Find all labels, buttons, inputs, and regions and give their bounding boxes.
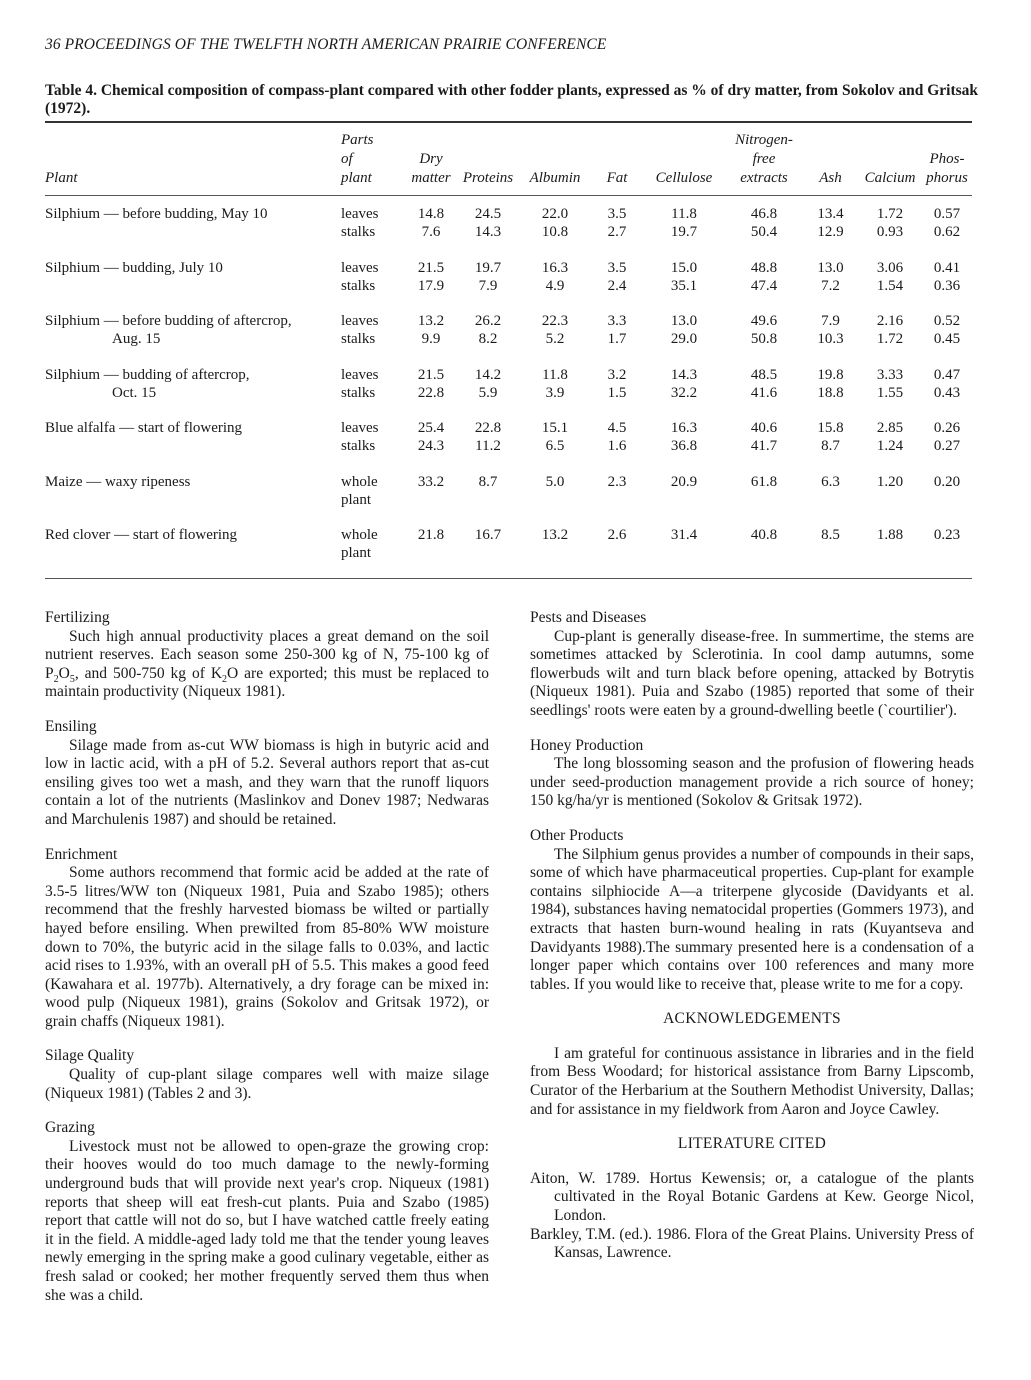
row-spacer — [45, 402, 972, 420]
cell-nfe: 40.8 — [750, 527, 778, 543]
cell-part: leaves — [341, 420, 379, 436]
cell-dry: 21.5 — [417, 366, 445, 383]
cell-fat: 2.3 — [607, 473, 627, 490]
cell-albumin: 6.5 — [545, 438, 565, 454]
cell-cellulose: 19.7 — [670, 224, 698, 240]
cell-albumin: 15.1 — [541, 420, 569, 436]
cell-albumin: 4.9 — [545, 277, 565, 294]
heading-literature-cited: LITERATURE CITED — [677, 1135, 827, 1153]
cell-ash: 7.9 — [821, 313, 840, 329]
cell-nfe: 47.4 — [750, 277, 778, 294]
cell-phosphorus: 0.27 — [933, 438, 961, 454]
row-spacer — [45, 509, 972, 527]
cell-albumin: 10.8 — [541, 224, 569, 240]
row-spacer — [45, 241, 972, 259]
header-ash: Ash — [819, 170, 842, 186]
cell-nfe: 41.7 — [750, 438, 778, 454]
paragraph-fertilizing: Such high annual productivity places a great demand on the soil nutrient reserves. Each season some 250-300 kg of N, 75-100 kg of $P_2O_5$, and 500-750 kg of $K_2O$ are exported; this must be replaced to maintain productivity (Niqueux 1981). — [45, 627, 489, 701]
cell-part: whole plant — [341, 527, 378, 561]
section-heading-pests: Pests and Diseases — [530, 609, 647, 626]
cell-phosphorus: 0.62 — [933, 224, 961, 240]
cell-calcium: 1.54 — [876, 277, 904, 294]
header-phosphorus: Phos- phorus — [926, 151, 968, 186]
cell-part: leaves — [341, 313, 379, 329]
table-row — [45, 277, 972, 295]
table-row — [45, 384, 972, 402]
cell-ash: 12.9 — [817, 224, 844, 240]
cell-dry: 25.4 — [417, 420, 445, 436]
cell-nfe: 40.6 — [750, 420, 778, 436]
cell-plant: Silphium — budding of aftercrop, — [45, 366, 250, 383]
cell-proteins: 19.7 — [474, 259, 502, 276]
cell-proteins: 22.8 — [474, 420, 502, 436]
cell-calcium: 1.88 — [876, 527, 904, 543]
header-albumin: Albumin — [529, 170, 581, 186]
header-fat: Fat — [606, 170, 628, 186]
cell-proteins: 24.5 — [474, 206, 502, 222]
running-head: 36 PROCEEDINGS OF THE TWELFTH NORTH AMERICAN PRAIRIE CONFERENCE — [45, 36, 607, 53]
cell-dry: 17.9 — [417, 277, 445, 294]
cell-part: stalks — [341, 224, 376, 240]
cell-dry: 22.8 — [417, 384, 445, 401]
cell-nfe: 48.8 — [750, 259, 778, 276]
cell-calcium: 2.85 — [876, 420, 904, 436]
cell-cellulose: 29.0 — [670, 331, 698, 347]
table-row — [45, 419, 972, 437]
cell-nfe: 49.6 — [750, 313, 778, 329]
table-row — [45, 330, 972, 348]
cell-ash: 13.0 — [817, 259, 844, 276]
cell-fat: 3.5 — [607, 206, 627, 222]
cell-cellulose: 13.0 — [670, 313, 698, 329]
cell-phosphorus: 0.45 — [933, 331, 961, 347]
cell-phosphorus: 0.47 — [933, 366, 961, 383]
paragraph-honey: The long blossoming season and the profusion of flowering heads under seed-production management provide a rich source of honey; 150 kg/ha/yr is mentioned (Sokolov & Gritsak 1972). — [530, 755, 974, 810]
cell-calcium: 3.06 — [876, 259, 904, 276]
cell-fat: 1.6 — [607, 438, 627, 454]
table-top-rule — [45, 121, 972, 123]
table-bottom-rule — [45, 578, 972, 579]
cell-ash: 7.2 — [821, 277, 840, 294]
section-heading-fertilizing: Fertilizing — [45, 609, 110, 626]
cell-phosphorus: 0.52 — [933, 313, 961, 329]
cell-fat: 1.7 — [607, 331, 627, 347]
composition-table — [45, 131, 972, 562]
cell-fat: 3.3 — [607, 313, 627, 329]
table-caption: Table 4. Chemical composition of compass-plant compared with other fodder plants, expressed as % of dry matter, from Sokolov and Gritsak (1972). — [45, 82, 979, 117]
cell-plant: Maize — waxy ripeness — [45, 473, 191, 490]
header-plant: Plant — [45, 170, 78, 186]
cell-proteins: 11.2 — [475, 438, 501, 454]
section-heading-ensiling: Ensiling — [45, 717, 97, 735]
header-cellulose: Cellulose — [655, 170, 713, 186]
table-row — [45, 366, 972, 384]
cell-calcium: 3.33 — [876, 366, 904, 383]
table-header-row — [45, 131, 972, 194]
cell-dry: 33.2 — [417, 473, 445, 490]
header-nitrogen-free-extracts: Nitrogen- free extracts — [735, 132, 793, 186]
cell-plant: Aug. 15 — [112, 331, 161, 347]
cell-part: stalks — [341, 331, 376, 347]
cell-cellulose: 20.9 — [670, 473, 698, 490]
cell-fat: 3.5 — [607, 259, 627, 276]
paragraph-silage-quality: Quality of cup-plant silage compares well with maize silage (Niqueux 1981) (Tables 2 and 3). — [45, 1066, 489, 1102]
cell-ash: 10.3 — [817, 331, 844, 347]
paragraph-ensiling: Silage made from as-cut WW biomass is high in butyric acid and low in lactic acid, with a pH of 5.2. Several authors report that as-cut ensiling gives too wet a mash, and they warn that the runoff liquors contain a lot of the nutrients (Maslinkov and Donev 1987; Nedwaras and Marchulenis 1987) and should be retained. — [45, 736, 489, 828]
cell-proteins: 16.7 — [474, 527, 502, 543]
cell-plant — [45, 223, 341, 241]
cell-calcium: 1.24 — [876, 438, 904, 454]
cell-calcium: 1.72 — [876, 206, 904, 222]
cell-ash: 6.3 — [821, 473, 840, 490]
cell-dry: 24.3 — [417, 438, 445, 454]
cell-cellulose: 36.8 — [670, 438, 698, 454]
cell-fat: 1.5 — [607, 384, 627, 401]
section-heading-enrichment: Enrichment — [45, 845, 118, 863]
cell-proteins: 26.2 — [474, 313, 502, 329]
paragraph-enrichment: Some authors recommend that formic acid be added at the rate of 3.5-5 litres/WW ton (Niqueux 1981, Puia and Szabo 1985); others recommend that the freshly harvested biomass be wilted or partially hayed before ensiling. When prewilted from 85-80% WW moisture down to 70%, the butyric acid in the silage falls to 0.03%, and lactic acid rises to 1.93%, with an overall pH of 5.5. This makes a good feed (Kawahara et al. 1977b). Alternatively, a dry forage can be mixed in: wood pulp (Niqueux 1981), grains (Sokolov and Gritsak 1972), or grain chaffs (Niqueux 1981). — [45, 864, 489, 1030]
section-heading-grazing: Grazing — [45, 1119, 95, 1137]
left-column — [45, 609, 489, 1305]
cell-proteins: 14.3 — [474, 224, 502, 240]
table-row — [45, 437, 972, 455]
cell-phosphorus: 0.23 — [933, 527, 961, 543]
cell-ash: 18.8 — [817, 384, 844, 401]
table-row — [45, 259, 972, 277]
paragraph-grazing: Livestock must not be allowed to open-graze the growing crop: their hooves would do too much damage to the newly-forming underground buds that will provide next year's crop. Niqueux (1981) reports that sheep will eat fresh-cut plants. Puia and Szabo (1985) report that cattle will not do so, but I have watched cattle freely eating it in the field. A middle-aged lady told me that the tender young leaves newly emerging in the spring make a good culinary vegetable, either as fresh salad or cooked; her mother frequently served them thus when she was a child. — [45, 1137, 489, 1304]
paragraph-other-products: The Silphium genus provides a number of compounds in their saps, some of which have pharmaceutical properties. Cup-plant for example contains silphiocide A—a triterpene glycoside (Davidyants et al. 1984), substances having nematocidal properties (Gommers 1973), and extracts that hasten burn-wound healing in rats (Kuyantseva and Davidyants 1988).The summary presented here is a condensation of a longer paper which contains over 100 references and many more tables. If you would like to receive that, please write to me for a copy. — [530, 845, 974, 993]
cell-proteins: 14.2 — [474, 366, 502, 383]
row-spacer — [45, 348, 972, 366]
cell-phosphorus: 0.20 — [933, 473, 961, 490]
row-spacer — [45, 295, 972, 313]
cell-albumin: 3.9 — [545, 384, 565, 401]
cell-fat: 4.5 — [607, 420, 627, 436]
cell-proteins: 5.9 — [478, 384, 498, 401]
header-dry-matter: Dry matter — [411, 151, 451, 186]
cell-calcium: 1.72 — [876, 331, 904, 347]
cell-calcium: 0.93 — [876, 224, 904, 240]
cell-dry: 13.2 — [417, 313, 445, 329]
cell-plant: Blue alfalfa — start of flowering — [45, 420, 243, 436]
cell-part: stalks — [341, 438, 376, 454]
cell-part: stalks — [341, 384, 376, 401]
cell-calcium: 1.20 — [876, 473, 904, 490]
table-row — [45, 526, 972, 562]
cell-nfe: 50.4 — [750, 224, 778, 240]
header-calcium: Calcium — [864, 170, 916, 186]
cell-albumin: 13.2 — [541, 527, 569, 543]
cell-phosphorus: 0.36 — [933, 277, 961, 294]
cell-plant — [45, 437, 341, 455]
cell-fat: 3.2 — [607, 366, 627, 383]
reference-entry: Aiton, W. 1789. Hortus Kewensis; or, a catalogue of the plants cultivated in the Royal Botanic Gardens at Kew. George Nicol, London. — [530, 1169, 974, 1225]
cell-albumin: 11.8 — [542, 366, 568, 383]
section-heading-honey: Honey Production — [530, 736, 644, 754]
cell-proteins: 8.7 — [478, 473, 498, 490]
cell-ash: 8.5 — [821, 527, 840, 543]
cell-nfe: 61.8 — [750, 473, 778, 490]
cell-cellulose: 35.1 — [670, 277, 698, 294]
cell-nfe: 50.8 — [750, 331, 778, 347]
cell-ash: 13.4 — [817, 206, 844, 222]
cell-cellulose: 32.2 — [670, 384, 698, 401]
cell-cellulose: 14.3 — [670, 366, 698, 383]
cell-part: leaves — [341, 259, 379, 276]
section-heading-other-products: Other Products — [530, 826, 624, 844]
cell-albumin: 5.2 — [545, 331, 565, 347]
cell-phosphorus: 0.26 — [933, 420, 961, 436]
cell-dry: 7.6 — [421, 224, 441, 240]
cell-plant: Oct. 15 — [112, 384, 157, 401]
section-heading-silage-quality: Silage Quality — [45, 1047, 135, 1065]
table-row — [45, 194, 972, 223]
cell-albumin: 16.3 — [541, 259, 569, 276]
cell-part: leaves — [341, 206, 379, 222]
paragraph-pests: Cup-plant is generally disease-free. In summertime, the stems are sometimes attacked by Sclerotinia. In cool damp autumns, some flowerbuds wilt and turn black before opening, attacked by Botrytis (Niqueux 1981). Puia and Szabo (1985) reported that some of their seedlings' roots were eaten by a ground-dwelling beetle (`courtilier'). — [530, 627, 974, 719]
table-row — [45, 223, 972, 241]
paragraph-acknowledgements: I am grateful for continuous assistance in libraries and in the field from Bess Woodard; for historical assistance from Barny Lipscomb, Curator of the Herbarium at the Southern Methodist University, Dallas; and for assistance in my fieldwork from Aaron and Joyce Cawley. — [530, 1044, 974, 1118]
cell-dry: 21.8 — [417, 527, 445, 543]
cell-cellulose: 31.4 — [670, 527, 698, 543]
table-row — [45, 312, 972, 330]
cell-cellulose: 15.0 — [670, 259, 698, 276]
cell-calcium: 2.16 — [876, 313, 904, 329]
cell-proteins: 7.9 — [478, 277, 498, 294]
cell-part: stalks — [341, 277, 376, 294]
cell-proteins: 8.2 — [478, 331, 498, 347]
header-parts: Parts of plant — [341, 132, 374, 186]
cell-albumin: 22.0 — [541, 206, 569, 222]
cell-part: whole plant — [341, 473, 378, 508]
cell-fat: 2.4 — [607, 277, 627, 294]
cell-nfe: 48.5 — [750, 366, 778, 383]
cell-nfe: 41.6 — [750, 384, 778, 401]
cell-plant: Silphium — before budding, May 10 — [45, 206, 268, 222]
cell-part: leaves — [341, 366, 379, 383]
cell-phosphorus: 0.43 — [933, 384, 961, 401]
cell-calcium: 1.55 — [876, 384, 904, 401]
cell-fat: 2.7 — [607, 224, 627, 240]
cell-plant: Red clover — start of flowering — [45, 527, 238, 543]
cell-plant: Silphium — before budding of aftercrop, — [45, 313, 292, 329]
cell-ash: 19.8 — [817, 366, 844, 383]
header-proteins: Proteins — [462, 170, 514, 186]
cell-dry: 14.8 — [417, 206, 445, 222]
cell-plant: Silphium — budding, July 10 — [45, 259, 223, 276]
cell-ash: 15.8 — [817, 420, 844, 436]
cell-phosphorus: 0.41 — [933, 259, 961, 276]
row-spacer — [45, 455, 972, 473]
heading-acknowledgements: ACKNOWLEDGEMENTS — [663, 1010, 841, 1028]
cell-cellulose: 16.3 — [670, 420, 698, 436]
table-row — [45, 473, 972, 509]
cell-nfe: 46.8 — [750, 206, 778, 222]
cell-albumin: 5.0 — [545, 473, 565, 490]
cell-dry: 21.5 — [417, 259, 445, 276]
cell-plant — [45, 277, 341, 295]
cell-ash: 8.7 — [821, 438, 840, 454]
cell-cellulose: 11.8 — [671, 206, 697, 222]
cell-albumin: 22.3 — [541, 313, 569, 329]
cell-fat: 2.6 — [607, 527, 627, 543]
reference-entry: Barkley, T.M. (ed.). 1986. Flora of the Great Plains. University Press of Kansas, Lawrence. — [530, 1225, 974, 1262]
cell-phosphorus: 0.57 — [933, 206, 961, 222]
cell-dry: 9.9 — [421, 331, 441, 347]
right-column — [530, 609, 974, 1263]
